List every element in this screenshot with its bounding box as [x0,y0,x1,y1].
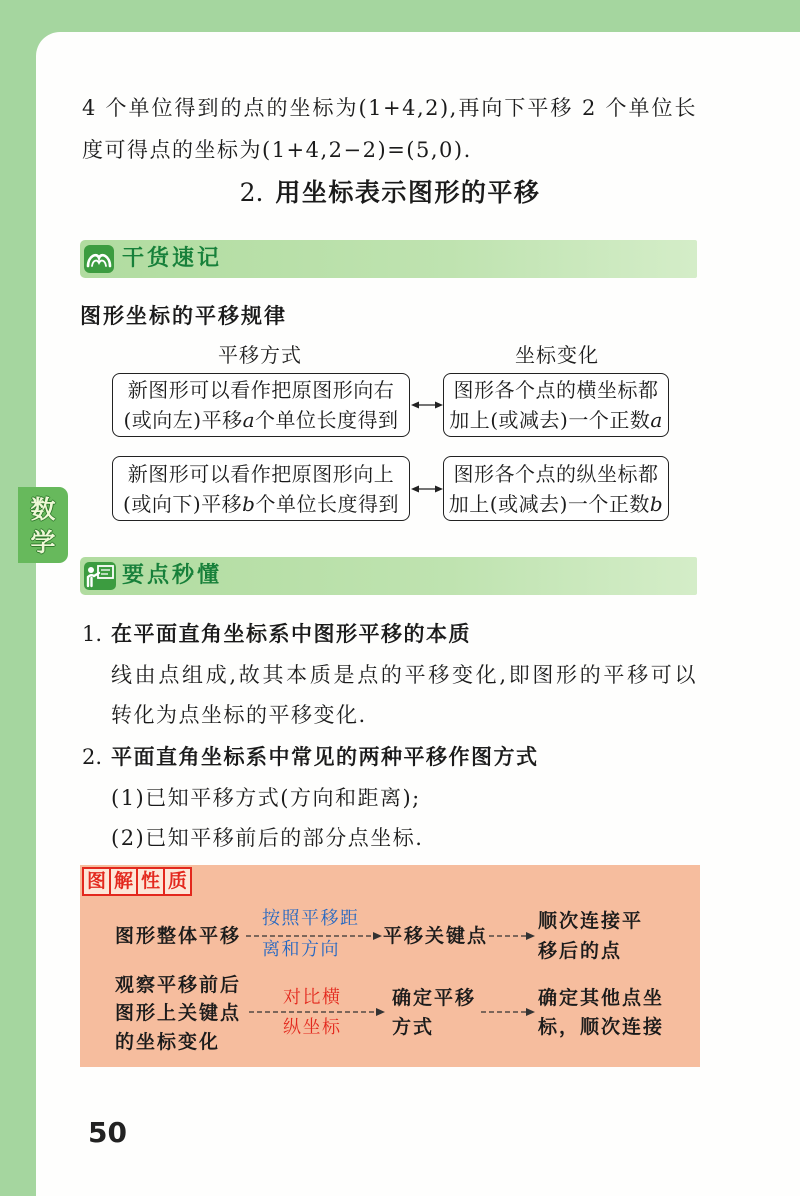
variable-a: a [650,408,663,432]
variable-a: a [242,408,256,432]
flow1-end-line: 移后的点 [538,940,623,962]
change-box-horizontal [443,373,669,437]
subject-tab-char: 数 [30,495,56,524]
flow2-end-line: 标，顺次连接 [538,1016,665,1038]
flow2-end-line: 确定其他点坐 [538,987,665,1009]
title-char: 性 [136,867,165,896]
point-text-line: (1)已知平移方式(方向和距离); [111,786,421,810]
section-title: 用坐标表示图形的平移 [275,178,541,207]
change-box-vertical [443,456,669,521]
box-line [123,489,399,519]
box-line [123,405,398,435]
variable-b: b [649,491,664,516]
book-icon [83,244,115,274]
box-line [449,489,663,519]
double-arrow [411,397,443,413]
flow1-middle: 平移关键点 [383,925,489,947]
box-line-text: 加上(或减去)一个正数 [449,408,651,432]
illustrated-properties-title [82,867,190,896]
point-text-line: 线由点组成,故其本质是点的平移变化,即图形的平移可以 [111,663,697,687]
box-line-text: (或向下)平移 [123,491,243,516]
flow1-arrow-label-top: 按照平移距 [262,908,360,929]
box-line-text: 个单位长度得到 [255,408,399,432]
box-line: 图形各个点的纵坐标都 [453,461,659,486]
method-box-horizontal [112,373,410,437]
method-column-header: 平移方式 [218,343,302,367]
box-line: 新图形可以看作把原图形向上 [127,461,395,486]
flow2-middle-line: 方式 [392,1016,435,1038]
box-line: 图形各个点的横坐标都 [453,378,659,402]
title-char: 质 [163,867,192,896]
page-number: 50 [88,1116,127,1149]
key-points-section-label: 要点秒懂 [122,563,223,588]
variable-b: b [242,491,256,516]
intro-line: 4 个单位得到的点的坐标为(1+4,2),再向下平移 2 个单位长 [82,96,697,120]
flow2-start-line: 观察平移前后 [115,974,242,996]
double-arrow [411,481,443,497]
section-heading [190,177,590,209]
flow2-start-line: 图形上关键点 [115,1002,242,1024]
flow2-middle-line: 确定平移 [392,987,477,1009]
flow1-arrow-label-bottom: 离和方向 [262,939,340,960]
title-char: 解 [109,867,138,896]
intro-line: 度可得点的坐标为(1+4,2−2)=(5,0). [82,138,472,162]
teacher-icon [83,561,117,591]
point-title: 在平面直角坐标系中图形平移的本质 [111,622,471,646]
point-text-line: 转化为点坐标的平移变化. [111,703,367,727]
subject-tab-char: 学 [30,528,56,557]
dashed-arrow [489,928,535,944]
flow2-arrow-label-bottom: 纵坐标 [283,1017,342,1038]
point-text-line: (2)已知平移前后的部分点坐标. [111,826,424,850]
dashed-arrow [481,1004,535,1020]
rules-title: 图形坐标的平移规律 [80,304,287,328]
subject-tab [18,487,68,563]
box-line-text: 个单位长度得到 [255,491,399,516]
box-line: 新图形可以看作把原图形向右 [127,378,395,402]
flow2-arrow-label-top: 对比横 [283,987,342,1008]
flow2-start-line: 的坐标变化 [115,1031,221,1053]
flow1-end-line: 顺次连接平 [538,910,644,932]
box-line-text: 加上(或减去)一个正数 [448,491,650,516]
flow1-start: 图形整体平移 [115,925,242,947]
point-number: 1. [82,622,103,646]
point-number: 2. [82,745,103,769]
box-line-text: (或向左)平移 [123,408,243,432]
point-title: 平面直角坐标系中常见的两种平移作图方式 [111,745,539,769]
title-char: 图 [82,867,111,896]
box-line [449,405,663,435]
method-box-vertical [112,456,410,521]
change-column-header: 坐标变化 [515,343,599,367]
notes-section-label: 干货速记 [122,246,223,271]
section-number: 2. [239,178,264,207]
